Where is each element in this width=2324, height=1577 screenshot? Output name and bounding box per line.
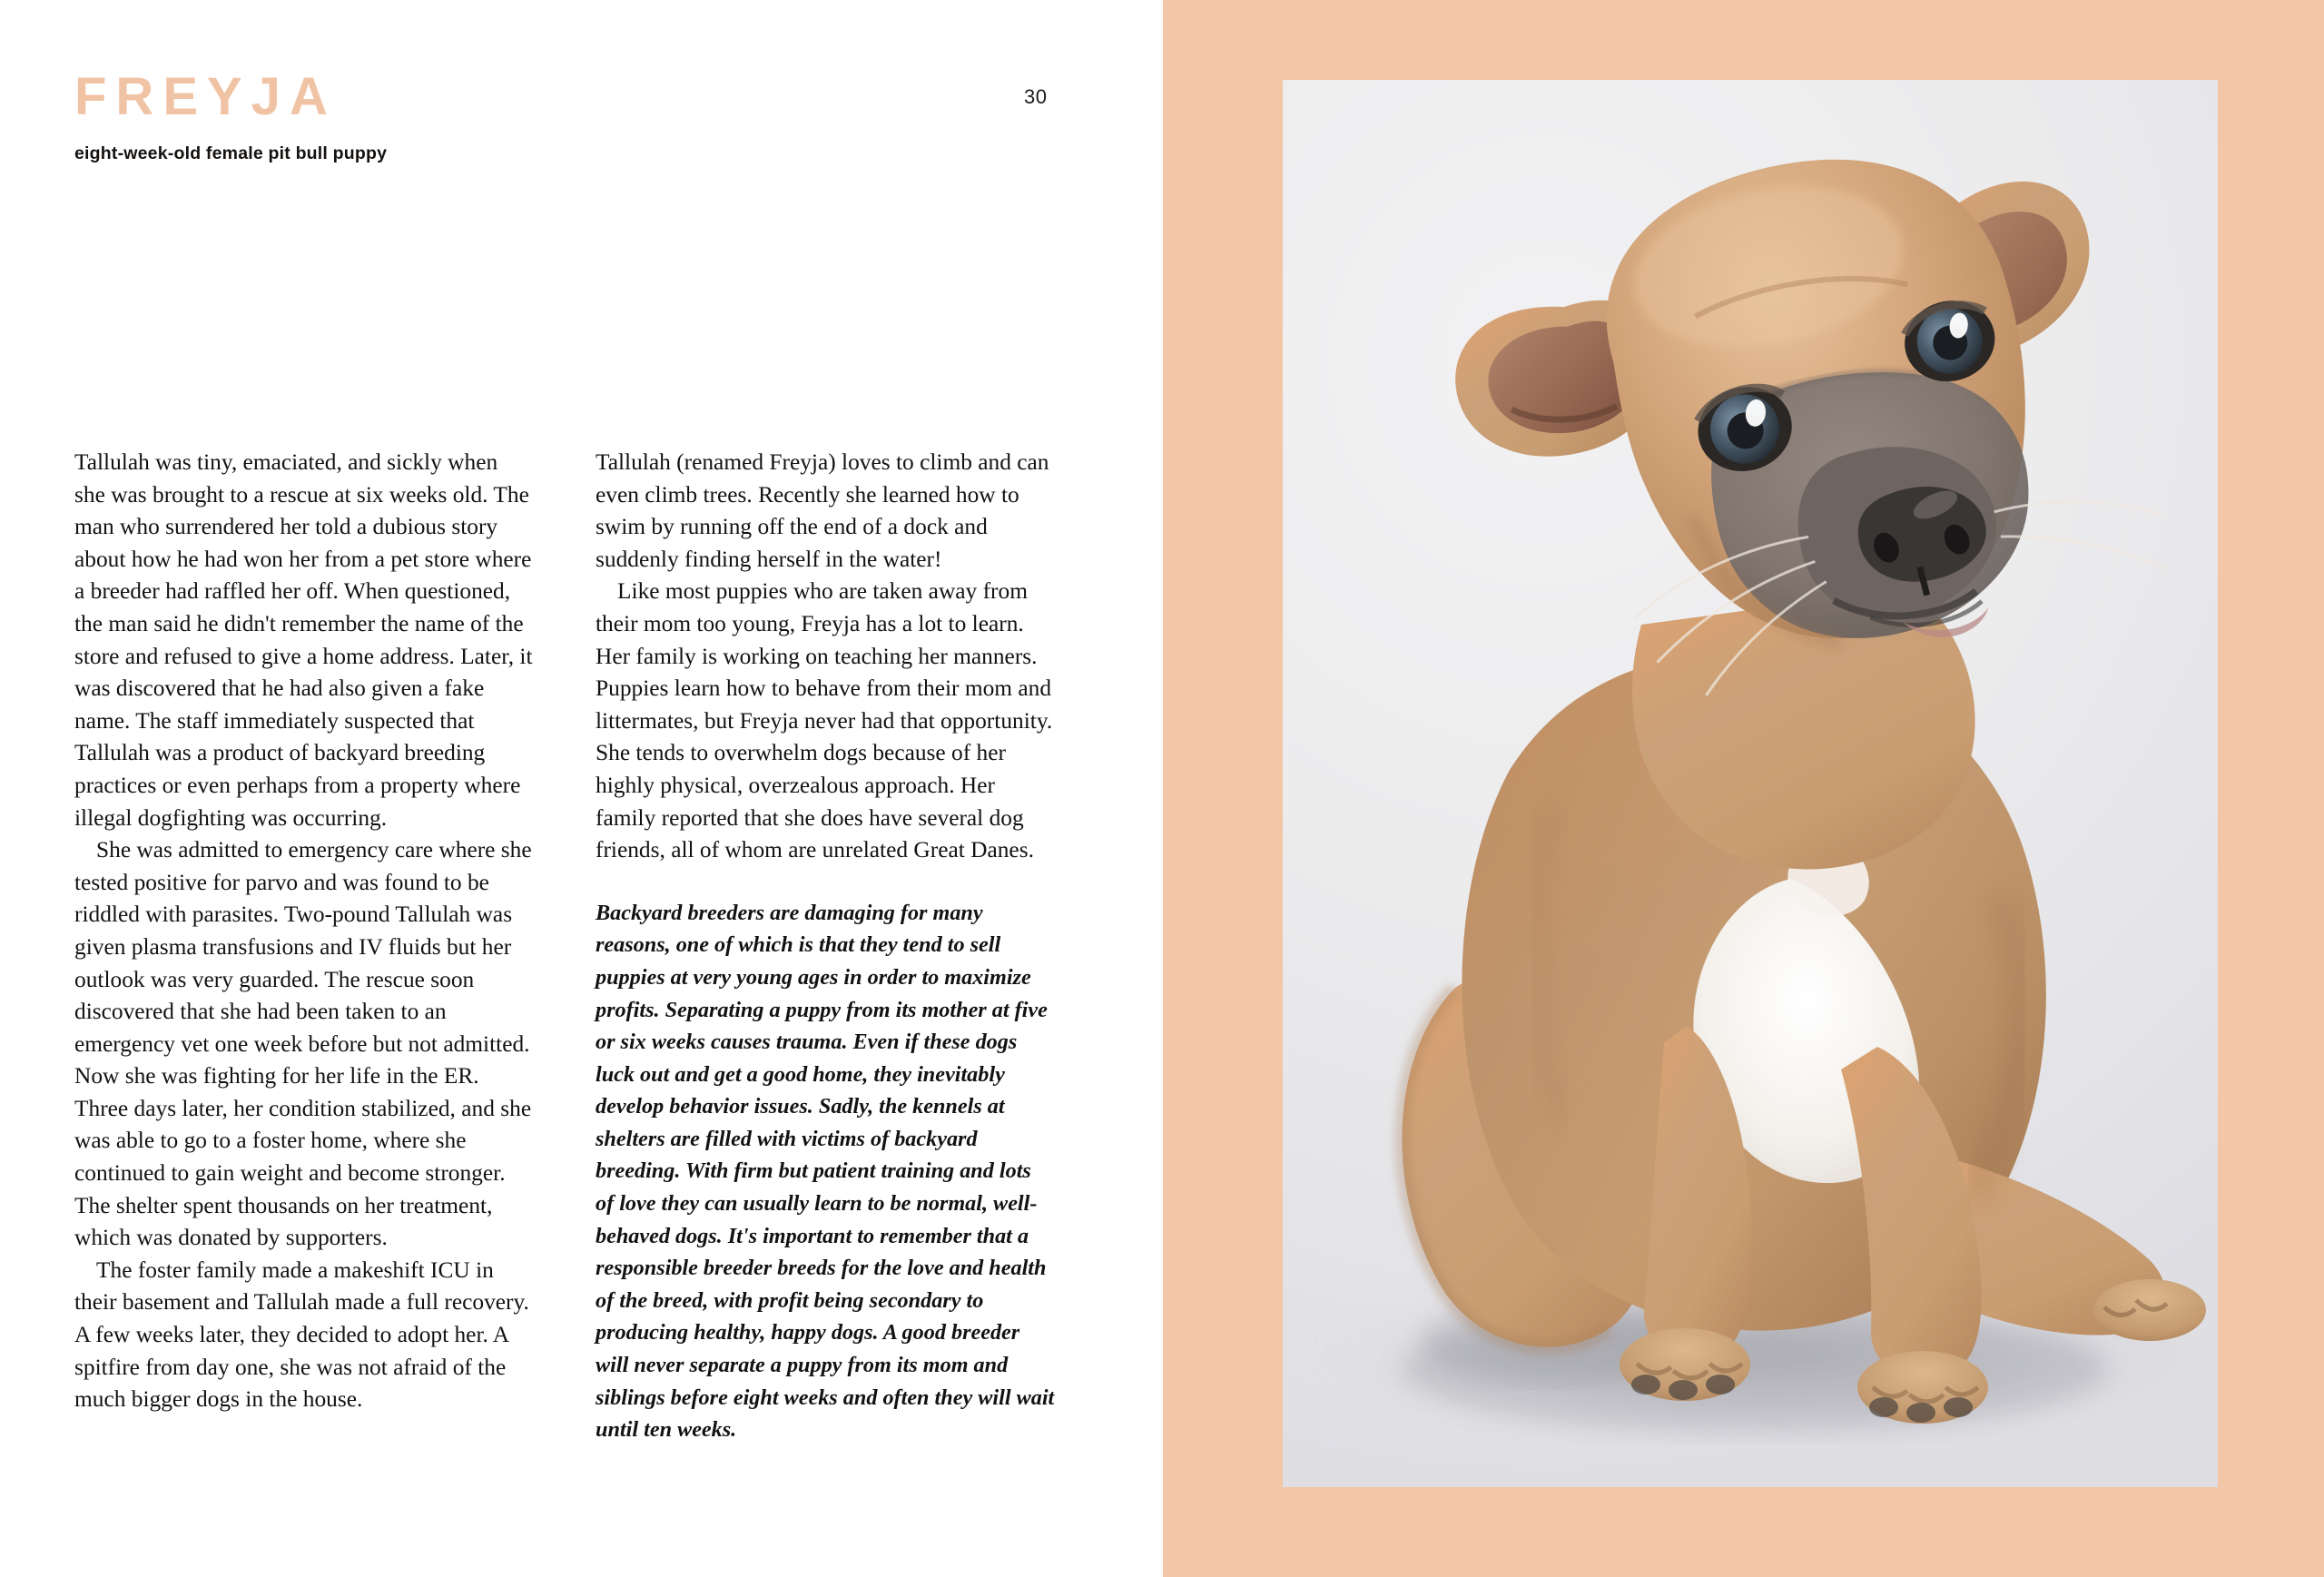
puppy-photo	[1283, 80, 2218, 1487]
page-title: FREYJA	[74, 67, 337, 126]
page-subtitle: eight-week-old female pit bull puppy	[74, 143, 388, 163]
right-page	[1163, 0, 2324, 1577]
paragraph: She was admitted to emergency care where she tested positive for parvo and was found to be riddled with parasites. Two-pound Tallulah was given plasma transfusions and IV fluids but her outlook was very guarded. The rescue soon discovered that she had been taken to an emergency vet one week before but not admitted. Now she was fighting for her life in the ER. Three days later, her condition stabilized, and she was able to go to a foster home, where she continued to gain weight and become stronger. The shelter spent thousands on her treatment, which was donated by supporters.	[74, 837, 532, 1251]
page-number: 30	[1024, 85, 1048, 108]
paragraph: Tallulah was tiny, emaciated, and sickly when she was brought to a rescue at six weeks old. The man who surrendered her told a dubious story about how he had won her from a pet store where a breeder had raffled her off. When questioned, the man said he didn't remember the name of the store and refused to give a home address. Later, it was discovered that he had also given a fake name. The staff immediately suspected that Tallulah was a product of backyard breeding practices or even perhaps from a property where illegal dogfighting was occurring.	[74, 449, 533, 831]
sidebar-note: Backyard breeders are damaging for many reasons, one of which is that they tend to sell puppies at very young ages in order to maximize profits. Separating a puppy from its mother at five or six weeks causes trauma. Even if these dogs luck out and get a good home, they inevitably develop behavior issues. Sadly, the kennels at shelters are filled with victims of backyard breeding. With firm but patient training and lots of love they can usually learn to be normal, well-behaved dogs. It's important to remember that a responsible breeder breeds for the love and health of the breed, with profit being secondary to producing healthy, happy dogs. A good breeder will never separate a puppy from its mom and siblings before eight weeks and often they will wait until ten weeks.	[596, 900, 1055, 1443]
text-column-one	[74, 447, 534, 1446]
text-columns	[74, 447, 1055, 1446]
paragraph: Tallulah (renamed Freyja) loves to climb and can even climb trees. Recently she learned how to swim by running off the end of a dock and suddenly finding herself in the water!	[596, 449, 1049, 572]
text-column-two	[596, 447, 1055, 1446]
paragraph: The foster family made a makeshift ICU in their basement and Tallulah made a full recovery. A few weeks later, they decided to adopt her. A spitfire from day one, she was not afraid of the much bigger dogs in the house.	[74, 1257, 529, 1413]
paragraph: Like most puppies who are taken away from their mom too young, Freyja has a lot to learn. Her family is working on teaching her manners. Puppies learn how to behave from their mom and littermates, but Freyja never had that opportunity. She tends to overwhelm dogs because of her highly physical, overzealous approach. Her family reported that she does have several dog friends, all of whom are unrelated Great Danes.	[596, 578, 1053, 863]
photo-frame	[1283, 80, 2218, 1487]
